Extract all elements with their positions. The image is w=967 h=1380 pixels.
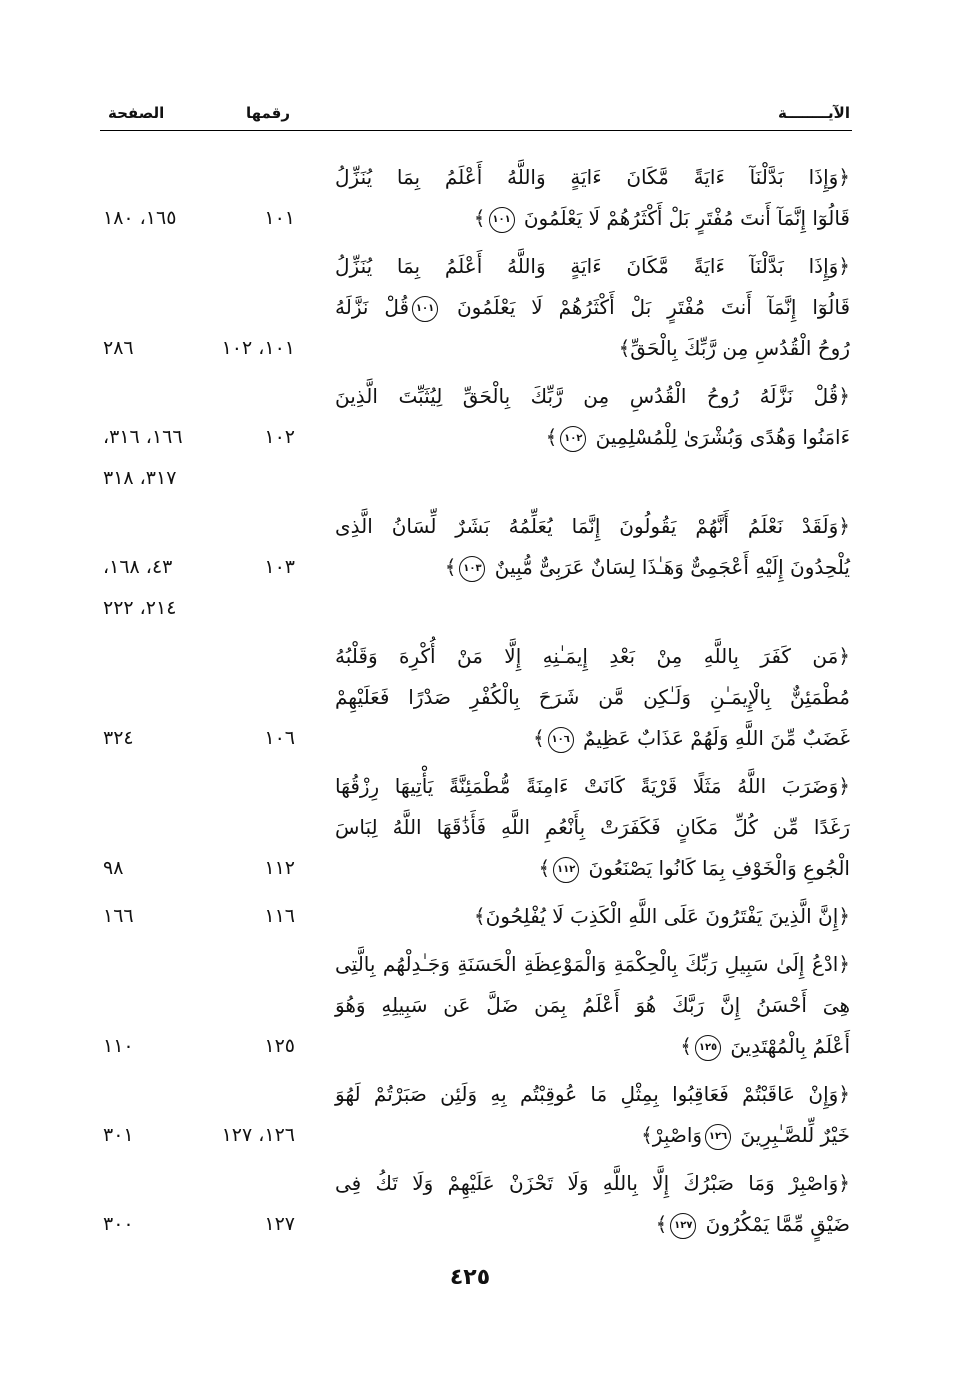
verse-text: هِىَ أَحْسَنُ إِنَّ رَبَّكَ هُوَ أَعْلَمُ بِمَن ضَلَّ عَن سَبِيلِهِ وَهُوَ: [335, 993, 850, 1017]
page-reference: ٣١٧، ٣١٨: [103, 467, 177, 489]
verse-number: ١١٢: [264, 857, 295, 879]
verse-number-marker: ١٠٦: [548, 727, 574, 753]
verse-text: ﴿وَإِذَا بَدَّلْنَآ ءَايَةً مَّكَانَ ءَايَةٍ وَاللَّهُ أَعْلَمُ بِمَا يُنَزِّلُ: [335, 165, 850, 189]
verse-number-marker: ١٢٧: [670, 1213, 696, 1239]
verse-line: [335, 506, 850, 547]
page-reference: ٣٠٠: [103, 1213, 134, 1235]
verse-text: ﴾: [680, 1034, 692, 1058]
verse-line: [335, 246, 850, 287]
page-references: [103, 547, 233, 629]
verse-text: رُوحُ الْقُدُسِ مِن رَّبِّكَ بِالْحَقِّ﴾: [618, 336, 850, 360]
verse-line: [335, 376, 850, 417]
verse-text: ﴾: [655, 1212, 668, 1236]
verse-text: قَالُوٓا إِنَّمَآ أَنتَ مُفْتَرٍ بَلْ أَكْثَرُهُمْ لَا يَعْلَمُونَ: [441, 295, 850, 319]
page-references: [103, 417, 233, 499]
verse-number-marker: ١٠٢: [560, 426, 586, 452]
verse-number: ١١٦: [264, 905, 295, 927]
verse-line: [335, 1115, 850, 1156]
verse-number: ١٢٥: [264, 1035, 295, 1057]
verse-text: ﴿إِنَّ الَّذِينَ يَفْتَرُونَ عَلَى اللَّهِ الْكَذِبَ لَا يُفْلِحُونَ﴾: [473, 904, 850, 928]
verse-text-block: [335, 1163, 850, 1245]
verse-text: ﴾: [545, 425, 558, 449]
verse-line: [335, 718, 850, 759]
page-reference: ١١٠: [103, 1035, 134, 1057]
page-references: [103, 198, 233, 239]
page-reference: ٤٣، ١٦٨،: [103, 556, 173, 578]
verse-text: ﴿مَن كَفَرَ بِاللَّهِ مِنْ بَعْدِ إِيمَـٰنِهِ إِلَّا مَنْ أُكْرِهَ وَقَلْبُهُ: [335, 644, 850, 668]
verse-number: ١٠٦: [264, 727, 295, 749]
column-header-verse: الآيــــــــة: [777, 104, 850, 122]
page-reference: ٩٨: [103, 857, 124, 879]
page-reference: ٢٨٦: [103, 337, 134, 359]
verse-text: ﴿وَإِنْ عَاقَبْتُمْ فَعَاقِبُوا بِمِثْلِ مَا عُوقِبْتُم بِهِ وَلَئِن صَبَرْتُمْ لَهُوَ: [335, 1082, 850, 1106]
page-reference: ١٦٦: [103, 905, 134, 927]
page-reference: ١٦٥، ١٨٠: [103, 207, 177, 229]
page-number: ٤٢٥: [449, 1265, 491, 1290]
verse-number: ١٠١: [264, 207, 295, 229]
page-references: [103, 328, 233, 369]
verse-text: يُلْحِدُونَ إِلَيْهِ أَعْجَمِىٌّ وَهَـٰذَا لِسَانٌ عَرَبِىٌّ مُّبِينٌ: [488, 555, 850, 579]
page-reference: ٣٢٤: [103, 727, 134, 749]
verse-line: [335, 807, 850, 848]
verse-number-marker: ١٠١: [412, 296, 438, 322]
verse-number: ١٠٣: [264, 556, 295, 578]
verse-text-block: [335, 636, 850, 759]
verse-text: ﴾: [444, 555, 457, 579]
verse-text-block: [335, 246, 850, 369]
verse-text: ﴿ادْعُ إِلَىٰ سَبِيلِ رَبِّكَ بِالْحِكْمَةِ وَالْمَوْعِظَةِ الْحَسَنَةِ وَجَـٰدِلْهُم بِالَّتِى: [335, 952, 850, 976]
verse-text: ﴾: [473, 206, 486, 230]
verse-number-marker: ١٠١: [489, 207, 515, 233]
verse-text: وَاصْبِرْ﴾: [641, 1123, 703, 1147]
page-reference: ١٦٦، ٣١٦،: [103, 426, 183, 448]
verse-number-marker: ١٠٣: [459, 556, 485, 582]
verse-text: الْجُوعِ وَالْخَوْفِ بِمَا كَانُوا يَصْنَعُونَ: [582, 856, 850, 880]
verse-number: ١٠١، ١٠٢: [221, 337, 295, 359]
verse-text: قَالُوٓا إِنَّمَآ أَنتَ مُفْتَرٍ بَلْ أَكْثَرُهُمْ لَا يَعْلَمُونَ: [517, 206, 850, 230]
verse-text: ﴿وَإِذَا بَدَّلْنَآ ءَايَةً مَّكَانَ ءَايَةٍ وَاللَّهُ أَعْلَمُ بِمَا يُنَزِّلُ: [335, 254, 850, 278]
verse-text-block: [335, 506, 850, 588]
verse-number: ١٢٧: [264, 1213, 295, 1235]
verse-text-block: [335, 157, 850, 239]
verse-text: ءَامَنُوا وَهُدًى وَبُشْرَىٰ لِلْمُسْلِمِينَ: [589, 425, 850, 449]
verse-number-marker: ١٢٥: [695, 1035, 721, 1061]
verse-line: [335, 848, 850, 889]
verse-text: ﴾: [538, 856, 551, 880]
verse-text-block: [335, 1074, 850, 1156]
verse-text: خَيْرٌ لِّلصَّـٰبِرِينَ: [734, 1123, 850, 1147]
verse-text: قُلْ نَزَّلَهُ: [335, 295, 410, 319]
verse-line: [335, 896, 850, 937]
verse-line: [335, 1074, 850, 1115]
page-reference: ٣٠١: [103, 1124, 134, 1146]
verse-line: [335, 985, 850, 1026]
verse-line: [335, 328, 850, 369]
verse-line: [335, 766, 850, 807]
verse-line: [335, 417, 850, 458]
page-references: [103, 1026, 233, 1067]
verse-text-block: [335, 896, 850, 937]
page-references: [103, 848, 233, 889]
page-references: [103, 718, 233, 759]
verse-text: غَضَبٌ مِّنَ اللَّهِ وَلَهُمْ عَذَابٌ عَظِيمٌ: [576, 726, 850, 750]
verse-line: [335, 1163, 850, 1204]
verse-text-block: [335, 944, 850, 1067]
page-references: [103, 896, 233, 937]
column-header-verse-number: رقمها: [245, 104, 290, 122]
verse-line: [335, 1204, 850, 1245]
verse-line: [335, 944, 850, 985]
verse-line: [335, 287, 850, 328]
verse-number: ١٠٢: [264, 426, 295, 448]
verse-line: [335, 547, 850, 588]
verse-number: ١٢٦، ١٢٧: [221, 1124, 295, 1146]
column-header-page: الصفحة: [108, 104, 165, 122]
verse-text: أَعْلَمُ بِالْمُهْتَدِينَ: [724, 1034, 850, 1058]
verse-line: [335, 636, 850, 677]
verse-text-block: [335, 376, 850, 458]
verse-text: ضَيْقٍ مِّمَّا يَمْكُرُونَ: [699, 1212, 850, 1236]
verse-line: [335, 157, 850, 198]
verse-text: ﴿وَلَقَدْ نَعْلَمُ أَنَّهُمْ يَقُولُونَ إِنَّمَا يُعَلِّمُهُ بَشَرٌ لِّسَانُ الَّذِى: [335, 514, 850, 538]
verse-line: [335, 198, 850, 239]
verse-text: ﴾: [532, 726, 545, 750]
verse-number-marker: ١١٢: [553, 857, 579, 883]
verse-number-marker: ١٢٦: [705, 1124, 731, 1150]
verse-text: مُطْمَئِنٌّ بِالْإِيمَـٰنِ وَلَـٰكِن مَّن شَرَحَ بِالْكُفْرِ صَدْرًا فَعَلَيْهِمْ: [335, 685, 850, 709]
page-reference: ٢١٤، ٢٢٢: [103, 597, 177, 619]
verse-text: ﴿قُلْ نَزَّلَهُ رُوحُ الْقُدُسِ مِن رَّبِّكَ بِالْحَقِّ لِيُثَبِّتَ الَّذِينَ: [335, 384, 850, 408]
verse-text: ﴿وَضَرَبَ اللَّهُ مَثَلًا قَرْيَةً كَانَتْ ءَامِنَةً مُّطْمَئِنَّةً يَأْتِيهَا رِزْقُهَا: [335, 774, 850, 798]
verse-line: [335, 677, 850, 718]
page-references: [103, 1204, 233, 1245]
verse-text-block: [335, 766, 850, 889]
verse-line: [335, 1026, 850, 1067]
verse-text: رَغَدًا مِّن كُلِّ مَكَانٍ فَكَفَرَتْ بِأَنْعُمِ اللَّهِ فَأَذَٰقَهَا اللَّهُ لِبَاسَ: [335, 815, 850, 839]
page-references: [103, 1115, 233, 1156]
verse-text: ﴿وَاصْبِرْ وَمَا صَبْرُكَ إِلَّا بِاللَّهِ وَلَا تَحْزَنْ عَلَيْهِمْ وَلَا تَكُ فِى: [335, 1171, 850, 1195]
